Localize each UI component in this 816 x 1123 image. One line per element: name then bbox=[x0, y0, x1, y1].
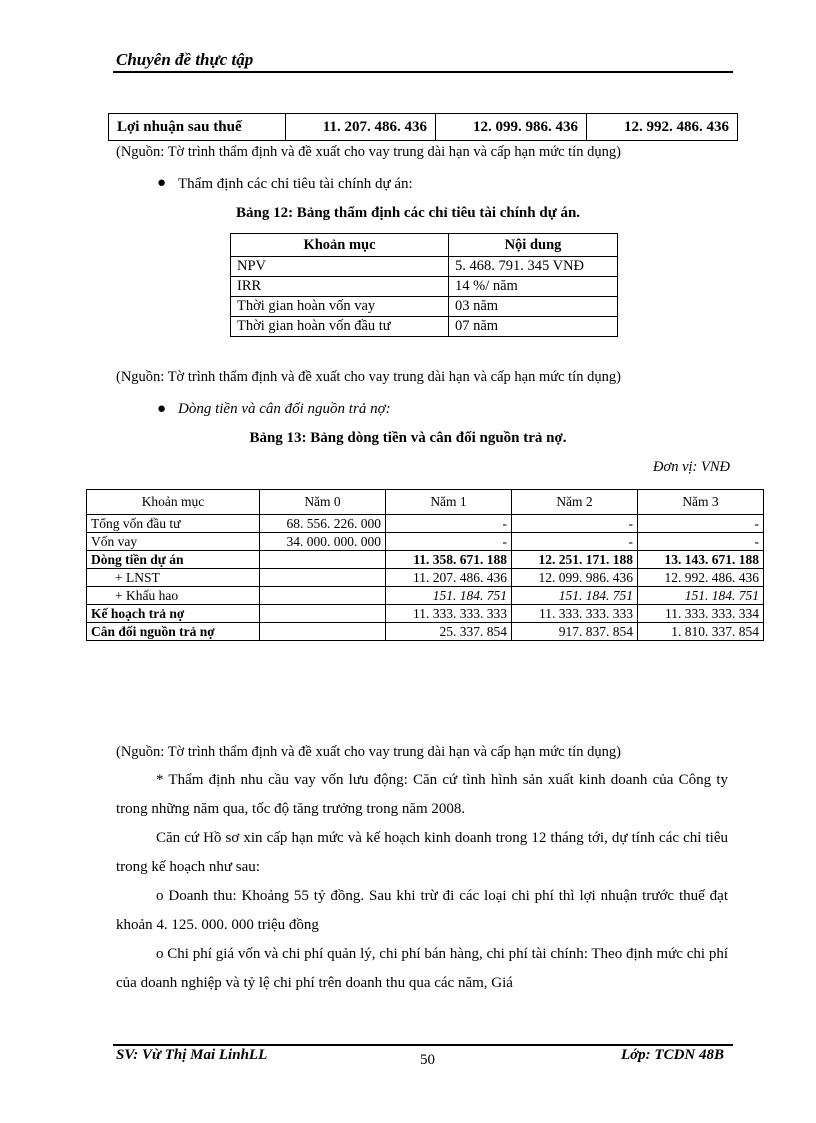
profit-value-2: 12. 099. 986. 436 bbox=[435, 114, 586, 141]
table-row bbox=[231, 257, 618, 277]
paragraph-2-text: Căn cứ Hồ sơ xin cấp hạn mức và kế hoạch kinh doanh trong 12 tháng tới, dự tính các chỉ tiêu trong kế hoạch như sau: bbox=[116, 830, 728, 875]
table-cell: - bbox=[386, 533, 512, 551]
table-cell: 5. 468. 791. 345 VNĐ bbox=[449, 257, 618, 277]
table-cell: 151. 184. 751 bbox=[512, 587, 638, 605]
table-cell: - bbox=[638, 533, 764, 551]
table13-header: Năm 2 bbox=[512, 490, 638, 515]
table-cell: 151. 184. 751 bbox=[638, 587, 764, 605]
table-row bbox=[231, 297, 618, 317]
table13-header: Năm 3 bbox=[638, 490, 764, 515]
table-cell: + Khấu hao bbox=[87, 587, 260, 605]
profit-row-table bbox=[108, 113, 738, 141]
table12-header-content: Nội dung bbox=[449, 234, 618, 257]
table13-header: Năm 1 bbox=[386, 490, 512, 515]
table-cell: 11. 333. 333. 334 bbox=[638, 605, 764, 623]
table-cell: 12. 099. 986. 436 bbox=[512, 569, 638, 587]
table-header-row bbox=[231, 234, 618, 257]
header-title: Chuyên đề thực tập bbox=[116, 50, 254, 69]
table-row bbox=[109, 114, 738, 141]
table-cell: 1. 810. 337. 854 bbox=[638, 623, 764, 641]
table-cell: - bbox=[512, 515, 638, 533]
profit-value-1: 11. 207. 486. 436 bbox=[286, 114, 436, 141]
table-cell: - bbox=[386, 515, 512, 533]
table-cell: 34. 000. 000. 000 bbox=[260, 533, 386, 551]
table13-header: Năm 0 bbox=[260, 490, 386, 515]
paragraph-3 bbox=[116, 882, 728, 940]
profit-value-3: 12. 992. 486. 436 bbox=[586, 114, 737, 141]
paragraph-1 bbox=[116, 766, 728, 824]
paragraph-3-text: o Doanh thu: Khoảng 55 tỷ đồng. Sau khi trừ đi các loại chi phí thì lợi nhuận trước thuế đạt khoản 4. 125. 000. 000 triệu đồng bbox=[116, 888, 728, 933]
table-cell: Cân đối nguồn trả nợ bbox=[87, 623, 260, 641]
source-note-1: (Nguồn: Tờ trình thẩm định và đề xuất cho vay trung dài hạn và cấp hạn mức tín dụng) bbox=[116, 144, 621, 160]
table-cell: NPV bbox=[231, 257, 449, 277]
footer-class: Lớp: TCDN 48B bbox=[620, 1047, 724, 1063]
table-cell: + LNST bbox=[87, 569, 260, 587]
table13-unit: Đơn vị: VNĐ bbox=[652, 459, 730, 475]
paragraph-2 bbox=[116, 824, 728, 882]
table-row bbox=[231, 317, 618, 337]
source-note-2: (Nguồn: Tờ trình thẩm định và đề xuất cho vay trung dài hạn và cấp hạn mức tín dụng) bbox=[116, 369, 621, 385]
paragraph-4 bbox=[116, 940, 728, 998]
bullet-text-1: Thẩm định các chỉ tiêu tài chính dự án: bbox=[178, 176, 413, 192]
table-row bbox=[87, 569, 764, 587]
table-cell: 07 năm bbox=[449, 317, 618, 337]
table-cell: 151. 184. 751 bbox=[386, 587, 512, 605]
table-cell bbox=[260, 569, 386, 587]
table13-header: Khoản mục bbox=[87, 490, 260, 515]
table-cell: - bbox=[638, 515, 764, 533]
table-cell: 12. 992. 486. 436 bbox=[638, 569, 764, 587]
table-cell: 12. 251. 171. 188 bbox=[512, 551, 638, 569]
bullet-text-2: Dòng tiền và cân đối nguồn trả nợ: bbox=[178, 401, 391, 417]
table-cell: 11. 207. 486. 436 bbox=[386, 569, 512, 587]
table-cell: 13. 143. 671. 188 bbox=[638, 551, 764, 569]
table12 bbox=[230, 233, 618, 337]
table12-header-item: Khoản mục bbox=[231, 234, 449, 257]
table-cell: 25. 337. 854 bbox=[386, 623, 512, 641]
page-number: 50 bbox=[420, 1052, 435, 1068]
footer-rule bbox=[113, 1044, 733, 1046]
table-row bbox=[87, 605, 764, 623]
bullet-icon: ● bbox=[157, 401, 167, 417]
table-row bbox=[87, 623, 764, 641]
table-header-row bbox=[87, 490, 764, 515]
table-row bbox=[231, 277, 618, 297]
table-cell bbox=[260, 551, 386, 569]
table-cell: Kế hoạch trả nợ bbox=[87, 605, 260, 623]
table-cell: IRR bbox=[231, 277, 449, 297]
table-cell: 68. 556. 226. 000 bbox=[260, 515, 386, 533]
table-row bbox=[87, 587, 764, 605]
table-cell bbox=[260, 623, 386, 641]
table-cell: 11. 333. 333. 333 bbox=[512, 605, 638, 623]
table12-caption: Bảng 12: Bảng thẩm định các chỉ tiêu tài chính dự án. bbox=[235, 205, 581, 221]
table-cell: 14 %/ năm bbox=[449, 277, 618, 297]
table-cell: 917. 837. 854 bbox=[512, 623, 638, 641]
header-rule bbox=[113, 71, 733, 73]
table-cell: 11. 358. 671. 188 bbox=[386, 551, 512, 569]
profit-label: Lợi nhuận sau thuế bbox=[109, 114, 286, 141]
table-cell: 11. 333. 333. 333 bbox=[386, 605, 512, 623]
table-row bbox=[87, 533, 764, 551]
table13 bbox=[86, 489, 764, 641]
paragraph-1-text: * Thẩm định nhu cầu vay vốn lưu động: Căn cứ tình hình sản xuất kinh doanh của Công ty trong những năm qua, tốc độ tăng trưởng trong năm 2008. bbox=[116, 772, 728, 817]
table-cell: Thời gian hoàn vốn đầu tư bbox=[231, 317, 449, 337]
bullet-icon: ● bbox=[157, 175, 167, 191]
paragraph-4-text: o Chi phí giá vốn và chi phí quản lý, chi phí bán hàng, chi phí tài chính: Theo định mức chi phí của doanh nghiệp và tỷ lệ chi phí trên doanh thu qua các năm, Giá bbox=[116, 946, 728, 991]
table13-caption: Bảng 13: Bảng dòng tiền và cân đối nguồn trả nợ. bbox=[249, 430, 567, 446]
table-cell: Vốn vay bbox=[87, 533, 260, 551]
table-row bbox=[87, 551, 764, 569]
table-cell: Dòng tiền dự án bbox=[87, 551, 260, 569]
source-note-3: (Nguồn: Tờ trình thẩm định và đề xuất cho vay trung dài hạn và cấp hạn mức tín dụng) bbox=[116, 744, 621, 760]
table-cell bbox=[260, 605, 386, 623]
table-cell: Thời gian hoàn vốn vay bbox=[231, 297, 449, 317]
table-cell: 03 năm bbox=[449, 297, 618, 317]
table-cell: Tổng vốn đầu tư bbox=[87, 515, 260, 533]
footer-student: SV: Vừ Thị Mai LinhLL bbox=[116, 1047, 268, 1063]
table-row bbox=[87, 515, 764, 533]
table-cell bbox=[260, 587, 386, 605]
table-cell: - bbox=[512, 533, 638, 551]
